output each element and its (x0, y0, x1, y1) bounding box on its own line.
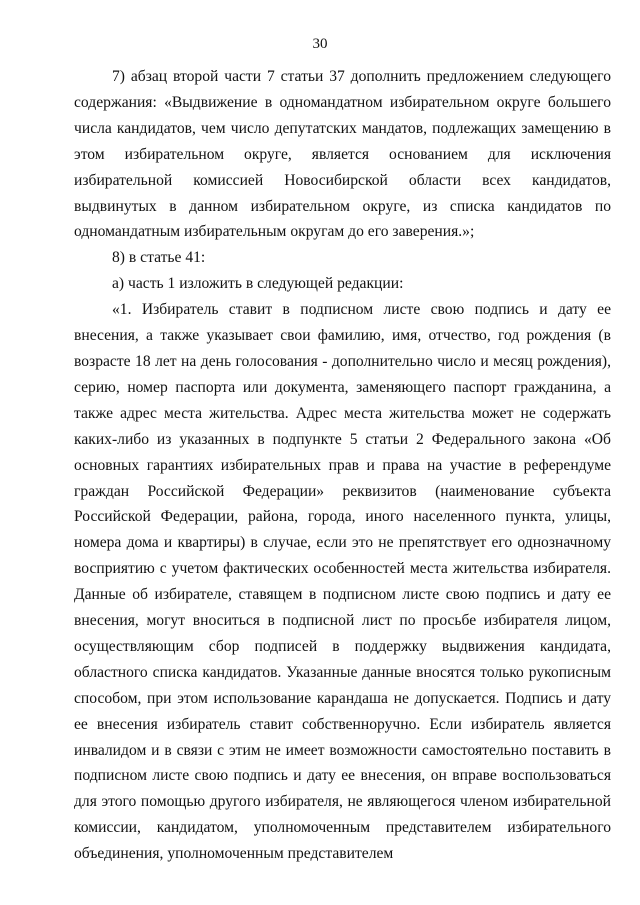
paragraph-new-part-1: «1. Избиратель ставит в подписном листе свою подпись и дату ее внесения, а также указывает свои фамилию, имя, отчество, год рождения (в возрасте 18 лет на день голосования - дополнительно число и месяц рождения), серию, номер паспорта или документа, заменяющего паспорт гражданина, а также адрес места жительства. Адрес места жительства может не содержать каких-либо из указанных в подпункте 5 статьи 2 Федерального закона «Об основных гарантиях избирательных прав и права на участие в референдуме граждан Российской Федерации» реквизитов (наименование субъекта Российской Федерации, района, города, иного населенного пункта, улицы, номера дома и квартиры) в случае, если это не препятствует его однозначному восприятию с учетом фактических особенностей места жительства избирателя. Данные об избирателе, ставящем в подписном листе свою подпись и дату ее внесения, могут вноситься в подписной лист по просьбе избирателя лицом, осуществляющим сбор подписей в поддержку выдвижения кандидата, областного списка кандидатов. Указанные данные вносятся только рукописным способом, при этом использование карандаша не допускается. Подпись и дату ее внесения избиратель ставит собственноручно. Если избиратель является инвалидом и в связи с этим не имеет возможности самостоятельно поставить в подписном листе свою подпись и дату ее внесения, он вправе воспользоваться для этого помощью другого избирателя, не являющегося членом избирательной комиссии, кандидатом, уполномоченным представителем избирательного объединения, уполномоченным представителем (74, 301, 611, 863)
paragraph-amendment-7: 7) абзац второй части 7 статьи 37 дополнить предложением следующего содержания: «Выдвижение в одномандатном избирательном округе большего числа кандидатов, чем число депутатских мандатов, подлежащих замещению в этом избирательном округе, является основанием для исключения избирательной комиссией Новосибирской области всех кандидатов, выдвинутых в данном избирательном округе, из списка кандидатов по одномандатным избирательным округам до его заверения.»; (74, 68, 611, 241)
document-body (74, 64, 611, 867)
paragraph-amendment-8: 8) в статье 41: (112, 249, 206, 267)
page-number: 30 (312, 36, 328, 52)
paragraph-subitem-a: а) часть 1 изложить в следующей редакции: (112, 275, 404, 293)
